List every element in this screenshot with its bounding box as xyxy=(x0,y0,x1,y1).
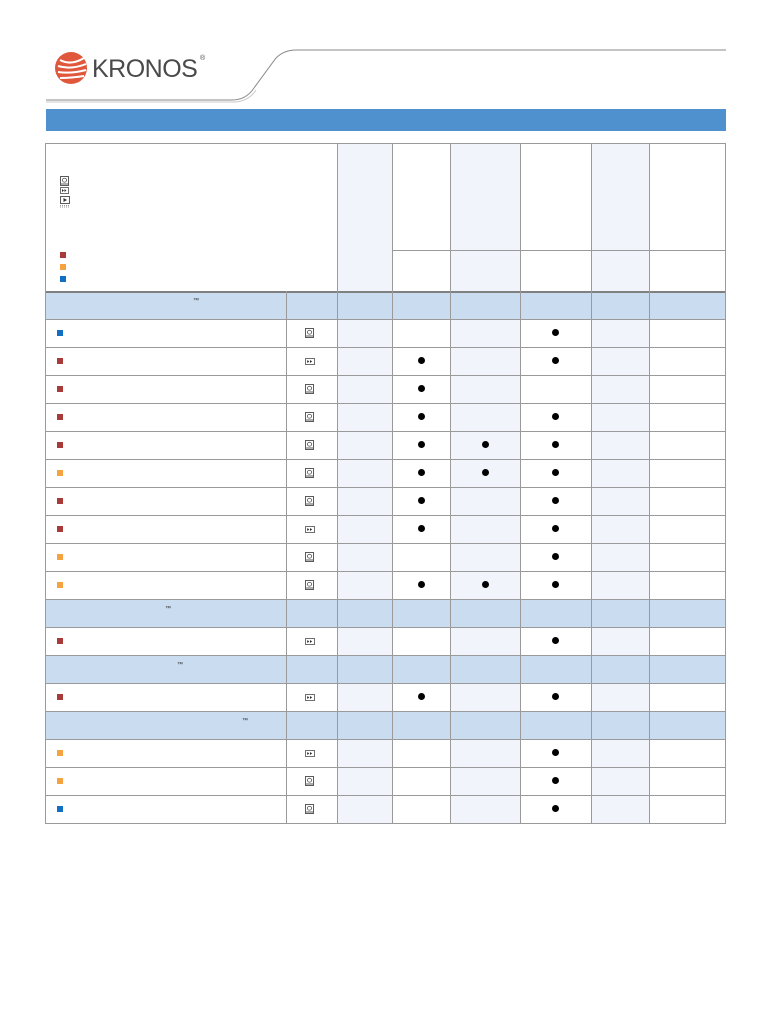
row-divider xyxy=(45,487,725,488)
availability-dot xyxy=(418,525,425,532)
trademark-symbol: ™ xyxy=(242,718,248,724)
column-divider xyxy=(450,143,451,823)
category-square-blue xyxy=(57,330,63,336)
image-icon xyxy=(305,496,314,506)
row-divider xyxy=(45,515,725,516)
kronos-wordmark: KRONOS xyxy=(92,55,198,83)
category-square-orange xyxy=(57,582,63,588)
legend-red-square xyxy=(60,252,66,258)
fast-forward-icon xyxy=(305,694,314,704)
availability-dot xyxy=(418,469,425,476)
availability-dot xyxy=(418,357,425,364)
availability-dot xyxy=(482,581,489,588)
fast-forward-icon xyxy=(305,358,314,368)
legend-orange-square xyxy=(60,264,66,270)
row-divider xyxy=(45,543,725,544)
row-divider xyxy=(45,683,725,684)
image-icon xyxy=(305,552,314,562)
availability-dot xyxy=(482,469,489,476)
image-icon xyxy=(305,580,314,590)
category-square-blue xyxy=(57,806,63,812)
category-square-red xyxy=(57,526,63,532)
column-divider xyxy=(520,143,521,823)
row-divider xyxy=(45,627,725,628)
image-icon xyxy=(305,776,314,786)
category-square-orange xyxy=(57,750,63,756)
section-header-row xyxy=(45,655,725,683)
category-square-orange xyxy=(57,470,63,476)
category-square-orange xyxy=(57,778,63,784)
availability-dot xyxy=(418,441,425,448)
row-divider xyxy=(45,459,725,460)
fast-forward-icon xyxy=(305,638,314,648)
row-divider xyxy=(45,375,725,376)
header-bottom-border xyxy=(45,291,725,293)
legend-cell xyxy=(45,143,337,291)
image-icon xyxy=(305,328,314,338)
row-divider xyxy=(45,711,725,712)
title-banner xyxy=(46,109,726,131)
fast-forward-icon xyxy=(305,750,314,760)
availability-dot xyxy=(552,777,559,784)
availability-dot xyxy=(482,441,489,448)
availability-dot xyxy=(552,469,559,476)
category-square-orange xyxy=(57,554,63,560)
trademark-symbol: ™ xyxy=(193,298,199,304)
availability-dot xyxy=(552,581,559,588)
image-icon xyxy=(305,468,314,478)
icon-column-divider xyxy=(286,291,287,823)
legend-blue-square xyxy=(60,276,66,282)
row-divider xyxy=(45,431,725,432)
column-divider xyxy=(337,143,338,823)
availability-dot xyxy=(552,553,559,560)
availability-dot xyxy=(418,413,425,420)
category-square-red xyxy=(57,358,63,364)
row-divider xyxy=(45,319,725,320)
image-icon xyxy=(60,176,69,186)
category-square-red xyxy=(57,414,63,420)
availability-dot xyxy=(552,329,559,336)
row-divider xyxy=(45,599,725,600)
image-icon xyxy=(305,804,314,814)
availability-dot xyxy=(552,805,559,812)
fast-forward-icon xyxy=(305,526,314,536)
table-top-border xyxy=(45,143,725,144)
table-left-border xyxy=(45,143,46,824)
kronos-logo-mark xyxy=(54,50,88,86)
category-square-red xyxy=(57,386,63,392)
header-subdivider xyxy=(392,250,725,251)
row-divider xyxy=(45,767,725,768)
availability-dot xyxy=(418,581,425,588)
registered-mark: ® xyxy=(200,55,206,62)
availability-dot xyxy=(418,497,425,504)
availability-dot xyxy=(552,441,559,448)
section-header-row xyxy=(45,711,725,739)
availability-dot xyxy=(552,357,559,364)
section-header-row xyxy=(45,291,725,319)
category-square-red xyxy=(57,694,63,700)
category-square-red xyxy=(57,498,63,504)
trademark-symbol: ™ xyxy=(177,662,183,668)
page-header xyxy=(0,0,768,110)
feature-matrix-table xyxy=(45,143,725,824)
column-divider xyxy=(649,143,650,823)
availability-dot xyxy=(552,693,559,700)
image-icon xyxy=(305,384,314,394)
category-square-red xyxy=(57,442,63,448)
image-icon xyxy=(305,440,314,450)
row-divider xyxy=(45,739,725,740)
column-divider xyxy=(392,143,393,823)
availability-dot xyxy=(552,749,559,756)
table-right-border xyxy=(725,143,726,824)
trademark-symbol: ™ xyxy=(165,606,171,612)
column-divider xyxy=(591,143,592,823)
category-square-red xyxy=(57,638,63,644)
availability-dot xyxy=(552,637,559,644)
availability-dot xyxy=(552,525,559,532)
row-divider xyxy=(45,655,725,656)
row-divider xyxy=(45,823,725,824)
kronos-logo xyxy=(54,50,214,90)
row-divider xyxy=(45,795,725,796)
row-divider xyxy=(45,571,725,572)
image-icon xyxy=(305,412,314,422)
video-player-icon xyxy=(60,196,69,206)
availability-dot xyxy=(418,693,425,700)
availability-dot xyxy=(552,497,559,504)
availability-dot xyxy=(418,385,425,392)
row-divider xyxy=(45,347,725,348)
availability-dot xyxy=(552,413,559,420)
section-header-row xyxy=(45,599,725,627)
row-divider xyxy=(45,403,725,404)
